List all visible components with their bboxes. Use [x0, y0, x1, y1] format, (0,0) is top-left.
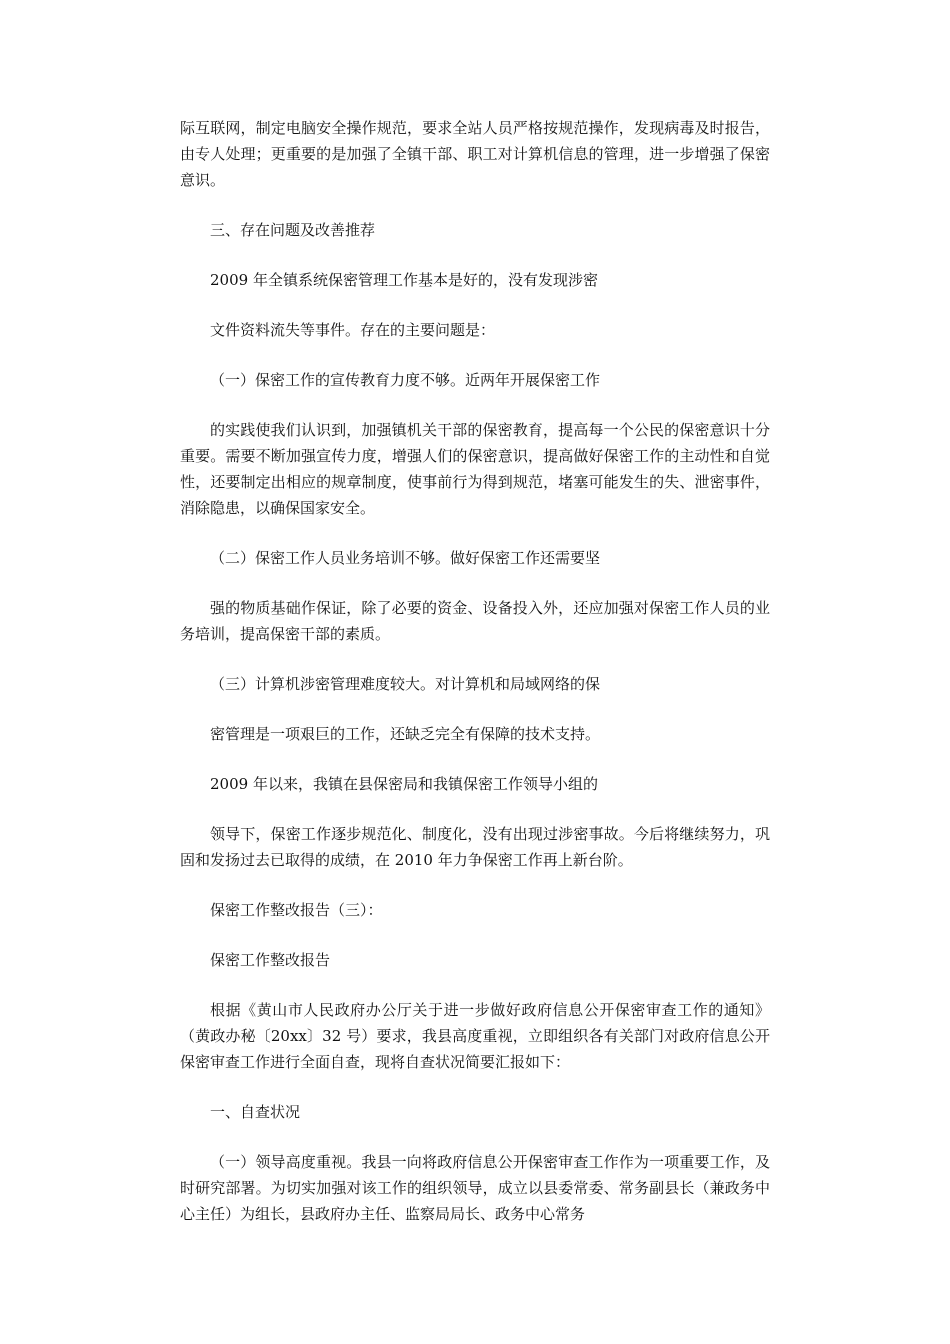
section-heading-3: 三、存在问题及改善推荐	[210, 221, 376, 239]
paragraph-3: 文件资料流失等事件。存在的主要问题是：	[210, 321, 496, 339]
paragraph-2: 2009 年全镇系统保密管理工作基本是好的，没有发现涉密	[210, 271, 598, 289]
problem-2-body: 强的物质基础作保证，除了必要的资金、设备投入外，还应加强对保密工作人员的业务培训，提高保密干部的素质。	[180, 599, 770, 643]
report-3-title: 保密工作整改报告（三）：	[210, 901, 383, 919]
self-check-heading: 一、自查状况	[210, 1103, 301, 1121]
document-page	[180, 115, 770, 1227]
problem-1-heading: （一）保密工作的宣传教育力度不够。近两年开展保密工作	[210, 371, 601, 389]
self-check-item-1: （一）领导高度重视。我县一向将政府信息公开保密审查工作作为一项重要工作，及时研究部署。为切实加强对该工作的组织领导，成立以县委常委、常务副县长（兼政务中心主任）为组长，县政府办主任、监察局局长、政务中心常务	[180, 1153, 770, 1223]
problem-3-heading: （三）计算机涉密管理难度较大。对计算机和局域网络的保	[210, 675, 601, 693]
summary-body: 领导下，保密工作逐步规范化、制度化，没有出现过涉密事故。今后将继续努力，巩固和发扬过去已取得的成绩，在 2010 年力争保密工作再上新台阶。	[180, 825, 770, 869]
report-heading: 保密工作整改报告	[210, 951, 331, 969]
problem-1-body: 的实践使我们认识到，加强镇机关干部的保密教育，提高每一个公民的保密意识十分重要。需要不断加强宣传力度，增强人们的保密意识，提高做好保密工作的主动性和自觉性，还要制定出相应的规章制度，使事前行为得到规范，堵塞可能发生的失、泄密事件，消除隐患，以确保国家安全。	[180, 421, 770, 517]
paragraph-1: 际互联网，制定电脑安全操作规范，要求全站人员严格按规范操作，发现病毒及时报告，由专人处理；更重要的是加强了全镇干部、职工对计算机信息的管理，进一步增强了保密意识。	[180, 119, 770, 189]
problem-2-heading: （二）保密工作人员业务培训不够。做好保密工作还需要坚	[210, 549, 601, 567]
report-intro: 根据《黄山市人民政府办公厅关于进一步做好政府信息公开保密审查工作的通知》（黄政办秘〔20xx〕32 号）要求，我县高度重视，立即组织各有关部门对政府信息公开保密审查工作进行全面自查，现将自查状况简要汇报如下：	[180, 1001, 770, 1071]
problem-3-body: 密管理是一项艰巨的工作，还缺乏完全有保障的技术支持。	[210, 725, 601, 743]
summary-line-1: 2009 年以来，我镇在县保密局和我镇保密工作领导小组的	[210, 775, 598, 793]
